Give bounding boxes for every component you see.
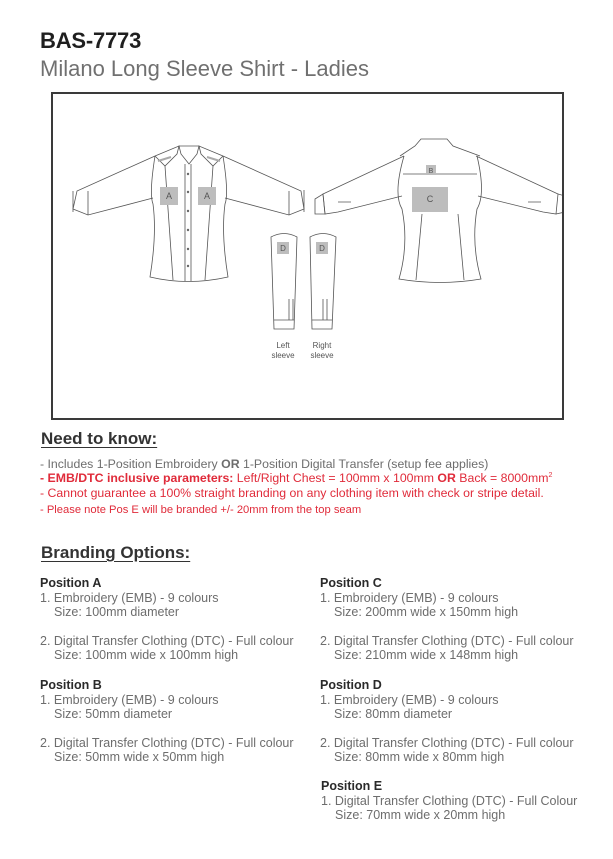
need-to-know-line-1: [40, 457, 488, 471]
right-sleeve-caption-line1: Right: [312, 341, 332, 350]
position-b-label: B: [428, 168, 434, 175]
need-to-know-heading: Need to know:: [41, 429, 158, 448]
line2-bold-pre: - EMB/DTC inclusive parameters:: [40, 471, 234, 485]
need-to-know-line-2: [40, 471, 552, 485]
option-name: 1. Embroidery (EMB) - 9 colours: [40, 590, 219, 605]
option-size: Size: 200mm wide x 150mm high: [334, 605, 519, 619]
option-size: Size: 50mm wide x 50mm high: [54, 750, 225, 764]
position-a-block: [40, 576, 294, 663]
need-to-know-line-3: - Cannot guarantee a 100% straight branding on any clothing item with check or stripe detail.: [40, 486, 544, 500]
position-d-right-label: D: [319, 244, 325, 253]
line1-pre: - Includes 1-Position Embroidery: [40, 457, 222, 471]
option-size: Size: 50mm diameter: [54, 707, 173, 721]
position-title: Position D: [320, 678, 382, 692]
option-size: Size: 70mm wide x 20mm high: [335, 808, 506, 822]
position-title: Position E: [321, 779, 383, 793]
line2-superscript: 2: [548, 471, 553, 479]
product-code: BAS-7773: [40, 28, 142, 53]
position-title: Position C: [320, 576, 382, 590]
position-b-block: [40, 678, 294, 765]
option-name: 1. Embroidery (EMB) - 9 colours: [320, 692, 499, 707]
garment-illustration: [53, 94, 562, 418]
position-c-label: C: [426, 194, 434, 204]
position-d-left-label: D: [280, 244, 286, 253]
right-sleeve-caption-line2: sleeve: [310, 351, 334, 360]
left-sleeve-caption-line1: Left: [276, 341, 290, 350]
branding-options-heading: Branding Options:: [41, 543, 191, 562]
option-name: 1. Embroidery (EMB) - 9 colours: [320, 590, 499, 605]
option-size: Size: 80mm wide x 80mm high: [334, 750, 505, 764]
option-name: 2. Digital Transfer Clothing (DTC) - Full colour: [40, 633, 294, 648]
position-title: Position A: [40, 576, 102, 590]
line1-or: OR: [221, 457, 240, 471]
line2-or: OR: [437, 471, 456, 485]
position-a-left-label: A: [165, 191, 173, 201]
garment-diagram: [51, 92, 564, 420]
line1-post: 1-Position Digital Transfer (setup fee applies): [239, 457, 489, 471]
option-size: Size: 100mm wide x 100mm high: [54, 648, 239, 662]
line2-mid: Left/Right Chest = 100mm x 100mm: [233, 471, 438, 485]
left-sleeve-caption-line2: sleeve: [271, 351, 295, 360]
option-size: Size: 210mm wide x 148mm high: [334, 648, 519, 662]
need-to-know-line-4: - Please note Pos E will be branded +/- 20mm from the top seam: [40, 504, 362, 516]
position-c-block: [320, 576, 574, 663]
option-name: 2. Digital Transfer Clothing (DTC) - Full colour: [40, 735, 294, 750]
option-name: 2. Digital Transfer Clothing (DTC) - Full colour: [320, 735, 574, 750]
option-size: Size: 100mm diameter: [54, 605, 180, 619]
line2-post: Back = 8000mm: [455, 471, 549, 485]
option-name: 1. Embroidery (EMB) - 9 colours: [40, 692, 219, 707]
product-name: Milano Long Sleeve Shirt - Ladies: [40, 56, 369, 81]
position-title: Position B: [40, 678, 102, 692]
option-name: 2. Digital Transfer Clothing (DTC) - Full colour: [320, 633, 574, 648]
shirt-front: [73, 146, 304, 282]
option-size: Size: 80mm diameter: [334, 707, 453, 721]
position-e-block: [321, 779, 577, 823]
position-a-right-label: A: [203, 191, 211, 201]
option-name: 1. Digital Transfer Clothing (DTC) - Full Colour: [321, 793, 578, 808]
position-d-block: [320, 678, 574, 765]
